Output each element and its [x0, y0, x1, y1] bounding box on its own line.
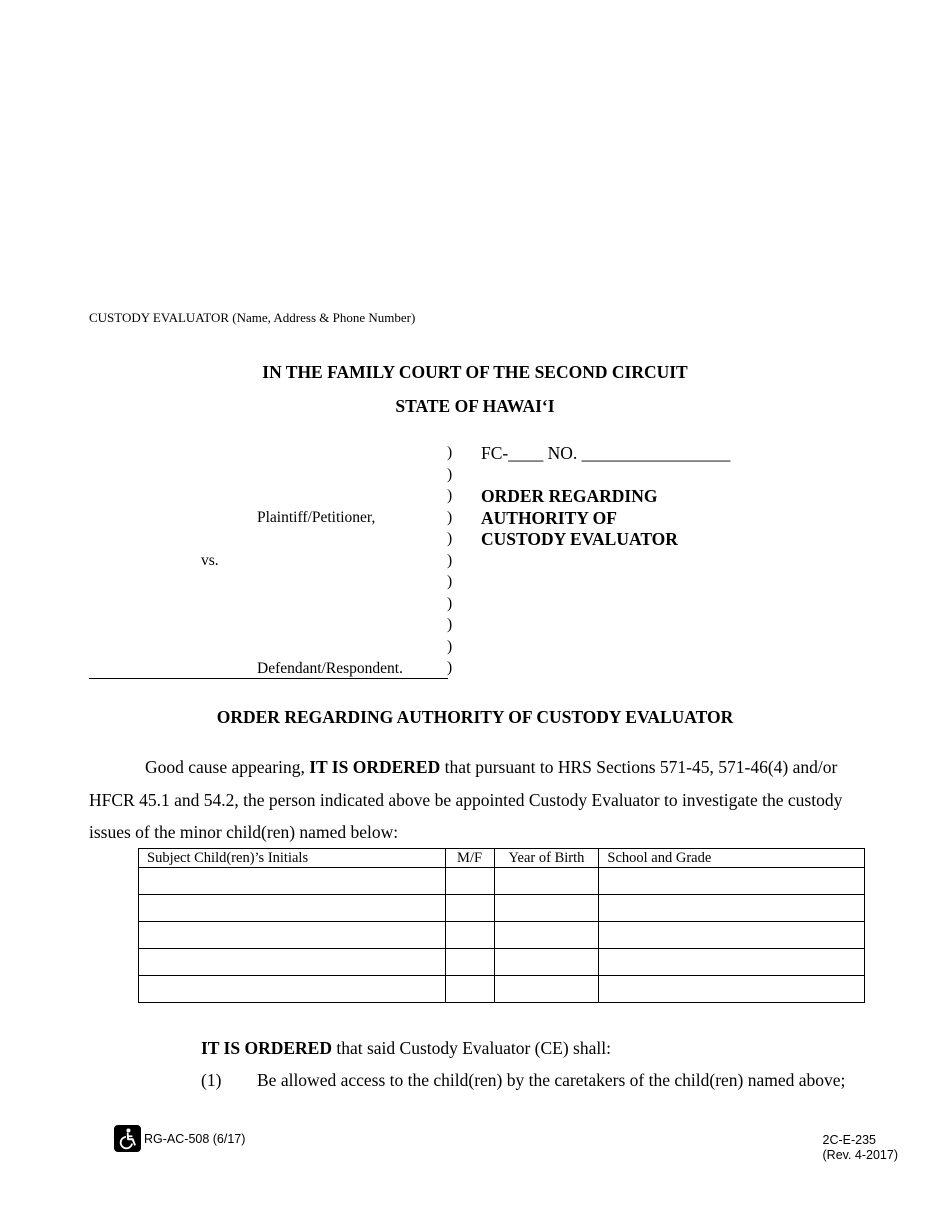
document-title-line: ORDER REGARDING	[481, 486, 658, 506]
order-paragraph	[89, 751, 869, 849]
court-state: STATE OF HAWAIʻI	[395, 396, 555, 416]
table-cell[interactable]	[139, 922, 446, 949]
table-row	[139, 949, 865, 976]
column-header-sex: M/F	[445, 849, 494, 868]
revision-date: (Rev. 4-2017)	[822, 1148, 898, 1162]
table-cell[interactable]	[494, 949, 599, 976]
caption-paren: )	[447, 573, 453, 590]
form-code: 2C-E-235	[822, 1133, 876, 1147]
table-cell[interactable]	[445, 868, 494, 895]
plaintiff-label: Plaintiff/Petitioner,	[257, 509, 376, 526]
caption-paren: )	[447, 487, 453, 504]
caption-paren: )	[447, 509, 453, 526]
footer-form-id	[114, 1125, 245, 1152]
order-heading: ORDER REGARDING AUTHORITY OF CUSTODY EVALUATOR	[216, 707, 734, 727]
wheelchair-accessibility-icon	[114, 1125, 141, 1152]
defendant-label: Defendant/Respondent.	[257, 660, 403, 677]
table-cell[interactable]	[494, 976, 599, 1003]
caption-paren: )	[447, 595, 453, 612]
table-cell[interactable]	[599, 895, 865, 922]
versus-label: vs.	[201, 552, 219, 569]
table-row	[139, 868, 865, 895]
caption-paren: )	[447, 659, 453, 676]
table-cell[interactable]	[139, 976, 446, 1003]
ce-order-rest: that said Custody Evaluator (CE) shall:	[331, 1038, 611, 1058]
table-cell[interactable]	[494, 922, 599, 949]
defendant-signature-line	[89, 678, 448, 679]
table-cell[interactable]	[599, 868, 865, 895]
table-cell[interactable]	[599, 976, 865, 1003]
footer-revision	[823, 1133, 899, 1163]
document-title-line: CUSTODY EVALUATOR	[481, 529, 678, 549]
table-cell[interactable]	[139, 895, 446, 922]
table-cell[interactable]	[445, 949, 494, 976]
children-table	[138, 848, 865, 1003]
table-cell[interactable]	[139, 868, 446, 895]
table-cell[interactable]	[445, 922, 494, 949]
caption-paren: )	[447, 616, 453, 633]
table-row	[139, 976, 865, 1003]
document-title-line: AUTHORITY OF	[481, 507, 617, 528]
column-header-school-grade: School and Grade	[599, 849, 865, 868]
table-cell[interactable]	[139, 949, 446, 976]
ce-order-emphasis: IT IS ORDERED	[201, 1038, 332, 1058]
paragraph-rest: that pursuant to HRS Sections 571-45, 571-46(4) and/or HFCR 45.1 and 54.2, the person indicated above be appointed Custody Evaluator to investigate the custody issues of the minor child(ren) named below:	[89, 757, 843, 842]
caption-paren: )	[447, 444, 453, 461]
ce-order-intro	[201, 1038, 611, 1059]
caption-paren: )	[447, 466, 453, 483]
caption-paren: )	[447, 552, 453, 569]
case-number-field: FC-____ NO. _________________	[481, 443, 731, 463]
court-name: IN THE FAMILY COURT OF THE SECOND CIRCUIT	[262, 362, 688, 382]
table-cell[interactable]	[494, 868, 599, 895]
form-number: RG-AC-508 (6/17)	[144, 1131, 246, 1146]
table-row	[139, 895, 865, 922]
caption-paren: )	[447, 530, 453, 547]
table-cell[interactable]	[445, 895, 494, 922]
table-row	[139, 922, 865, 949]
column-header-year-of-birth: Year of Birth	[494, 849, 599, 868]
table-cell[interactable]	[599, 949, 865, 976]
paragraph-emphasis: IT IS ORDERED	[309, 757, 441, 777]
custody-evaluator-label: CUSTODY EVALUATOR (Name, Address & Phone Number)	[89, 310, 416, 325]
table-cell[interactable]	[494, 895, 599, 922]
caption-paren: )	[447, 638, 453, 655]
table-cell[interactable]	[599, 922, 865, 949]
list-item-number: (1)	[201, 1070, 222, 1090]
column-header-initials: Subject Child(ren)’s Initials	[139, 849, 446, 868]
document-title	[481, 486, 678, 551]
table-cell[interactable]	[445, 976, 494, 1003]
table-header-row	[139, 849, 865, 868]
list-item-text: Be allowed access to the child(ren) by the caretakers of the child(ren) named above;	[257, 1070, 846, 1090]
paragraph-start: Good cause appearing,	[145, 757, 310, 777]
